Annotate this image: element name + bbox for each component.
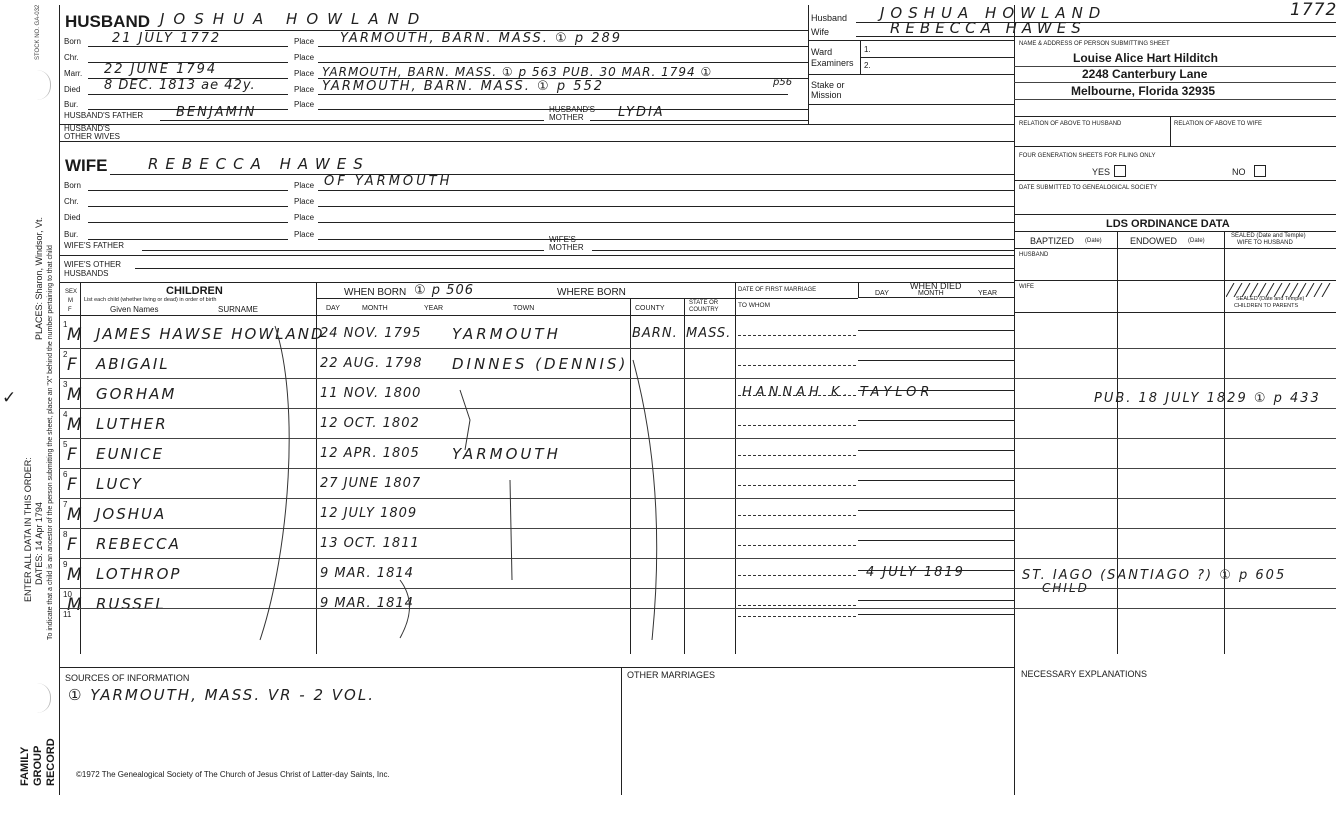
child-born-date[interactable]: 22 AUG. 1798 xyxy=(320,356,423,371)
side-places: PLACES: Sharon, Windsor, Vt. xyxy=(34,216,44,340)
child-number: 3 xyxy=(63,380,68,389)
child-born-date[interactable]: 11 NOV. 1800 xyxy=(320,386,422,401)
child-name[interactable]: JAMES HAWSE HOWLAND xyxy=(96,325,325,343)
child-sex[interactable]: M xyxy=(67,505,82,525)
child-born-state[interactable]: MASS. xyxy=(686,326,732,341)
record-title-2: GROUP xyxy=(32,745,44,786)
header-husband-name: JOSHUA HOWLAND xyxy=(880,4,1107,22)
child-sex[interactable]: F xyxy=(67,355,77,375)
child-number: 5 xyxy=(63,440,68,449)
child-born-county[interactable]: BARN. xyxy=(632,326,678,341)
sources-text[interactable]: ① YARMOUTH, MASS. VR - 2 VOL. xyxy=(68,686,375,704)
child-born-date[interactable]: 9 MAR. 1814 xyxy=(320,566,414,581)
center-divider xyxy=(808,5,809,125)
stock-number: STOCK NO. GA-032 xyxy=(35,4,41,60)
child-name[interactable]: JOSHUA xyxy=(96,505,167,523)
sources-label: SOURCES OF INFORMATION xyxy=(65,673,190,683)
child-number: 10 xyxy=(63,590,72,599)
header-year: 1772 xyxy=(1290,0,1338,20)
child-born-town[interactable]: DINNES (DENNIS) xyxy=(452,355,629,373)
child-number: 6 xyxy=(63,470,68,479)
submitter-city: Melbourne, Florida 32935 xyxy=(1071,84,1216,98)
husband-born-date[interactable]: 21 JULY 1772 xyxy=(112,31,222,46)
child-sex[interactable]: M xyxy=(67,565,82,585)
child-number: 2 xyxy=(63,350,68,359)
record-title-3: RECORD xyxy=(45,738,57,786)
lds-title: LDS ORDINANCE DATA xyxy=(1106,218,1230,230)
submitter-street: 2248 Canterbury Lane xyxy=(1082,67,1208,81)
record-title-1: FAMILY xyxy=(19,746,31,786)
child-born-date[interactable]: 12 JULY 1809 xyxy=(320,506,418,521)
child-sex[interactable]: M xyxy=(67,415,82,435)
child-number: 8 xyxy=(63,530,68,539)
child-died-date[interactable]: 4 JULY 1819 xyxy=(866,565,965,580)
wifes-father-label: WIFE'S FATHER xyxy=(64,241,125,250)
margin-check-mark: ✓ xyxy=(2,388,17,408)
child-born-date[interactable]: 12 OCT. 1802 xyxy=(320,416,420,431)
child-name[interactable]: LUTHER xyxy=(96,415,168,433)
child-born-town[interactable]: YARMOUTH xyxy=(452,445,561,463)
four-gen-yes-checkbox[interactable] xyxy=(1114,165,1126,177)
husbands-father[interactable]: BENJAMIN xyxy=(176,105,257,120)
other-marriages-label: OTHER MARRIAGES xyxy=(627,670,716,680)
child-sex[interactable]: F xyxy=(67,445,77,465)
child-born-date[interactable]: 9 MAR. 1814 xyxy=(320,596,414,611)
submitter-label: NAME & ADDRESS OF PERSON SUBMITTING SHEET xyxy=(1019,41,1170,47)
child-sex[interactable]: F xyxy=(67,535,77,555)
child-sex[interactable]: M xyxy=(67,325,82,345)
ditto-marks xyxy=(240,320,660,660)
child-note-2[interactable]: CHILD xyxy=(1042,581,1089,595)
child-number: 9 xyxy=(63,560,68,569)
wife-name[interactable]: REBECCA HAWES xyxy=(148,155,370,173)
child-born-date[interactable]: 24 NOV. 1795 xyxy=(320,326,422,341)
child-born-date[interactable]: 12 APR. 1805 xyxy=(320,446,420,461)
four-gen-no-checkbox[interactable] xyxy=(1254,165,1266,177)
child-name[interactable]: RUSSEL xyxy=(96,595,166,613)
hatch-pattern xyxy=(1226,283,1334,297)
child-note[interactable]: PUB. 18 JULY 1829 ① p 433 xyxy=(1094,391,1321,406)
child-name[interactable]: REBECCA xyxy=(96,535,181,553)
husband-marriage-place[interactable]: YARMOUTH, BARN. MASS. ① p 563 PUB. 30 MAR. 1794 ① xyxy=(322,65,713,79)
child-born-date[interactable]: 13 OCT. 1811 xyxy=(320,536,420,551)
side-enter-order: ENTER ALL DATA IN THIS ORDER: xyxy=(23,457,33,602)
child-name[interactable]: GORHAM xyxy=(96,385,177,403)
husband-died-date[interactable]: 8 DEC. 1813 ae 42y. xyxy=(104,78,256,93)
husband-marriage-ref: p56 xyxy=(773,77,793,88)
explanations-label: NECESSARY EXPLANATIONS xyxy=(1021,669,1148,679)
children-header: CHILDREN xyxy=(166,285,223,297)
copyright: ©1972 The Genealogical Society of The Church of Jesus Christ of Latter-day Saints, Inc. xyxy=(76,770,390,779)
husbands-father-label: HUSBAND'S FATHER xyxy=(64,111,144,120)
punch-hole-bottom xyxy=(36,683,51,713)
header-wife-name: REBECCA HAWES xyxy=(890,19,1086,37)
child-spouse[interactable]: HANNAH K. TAYLOR xyxy=(742,385,934,400)
husbands-mother[interactable]: LYDIA xyxy=(618,105,665,120)
child-sex[interactable]: M xyxy=(67,595,82,615)
husband-born-place[interactable]: YARMOUTH, BARN. MASS. ① p 289 xyxy=(340,31,623,46)
wife-born-place[interactable]: OF YARMOUTH xyxy=(324,174,453,189)
submitter-name: Louise Alice Hart Hilditch xyxy=(1073,51,1218,65)
child-name[interactable]: ABIGAIL xyxy=(96,355,170,373)
husband-died-place[interactable]: YARMOUTH, BARN. MASS. ① p 552 xyxy=(322,79,605,94)
child-sex[interactable]: F xyxy=(67,475,77,495)
child-note[interactable]: ST. IAGO (SANTIAGO ?) ① p 605 xyxy=(1022,568,1287,583)
child-name[interactable]: LOTHROP xyxy=(96,565,182,583)
born-label: Born xyxy=(64,37,81,46)
child-born-town[interactable]: YARMOUTH xyxy=(452,325,561,343)
punch-hole-top xyxy=(36,70,51,100)
child-name[interactable]: LUCY xyxy=(96,475,143,493)
child-born-date[interactable]: 27 JUNE 1807 xyxy=(320,476,422,491)
husband-name[interactable]: JOSHUA HOWLAND xyxy=(160,10,429,28)
right-panel-border xyxy=(1014,5,1015,795)
child-number: 7 xyxy=(63,500,68,509)
child-name[interactable]: EUNICE xyxy=(96,445,165,463)
side-ancestor-instruction: To indicate that a child is an ancestor of the person submitting the sheet, place an "X" behind the number pertaining to that child xyxy=(47,245,54,640)
wife-label: WIFE xyxy=(65,156,108,175)
husband-label: HUSBAND xyxy=(65,12,150,31)
husband-marriage-date[interactable]: 22 JUNE 1794 xyxy=(104,62,218,77)
child-number: 11 xyxy=(63,610,72,619)
child-number: 4 xyxy=(63,410,68,419)
when-born-ref: ① p 506 xyxy=(414,283,474,298)
child-number: 1 xyxy=(63,320,68,329)
side-dates: DATES: 14 Apr 1794 xyxy=(34,502,44,585)
child-sex[interactable]: M xyxy=(67,385,82,405)
